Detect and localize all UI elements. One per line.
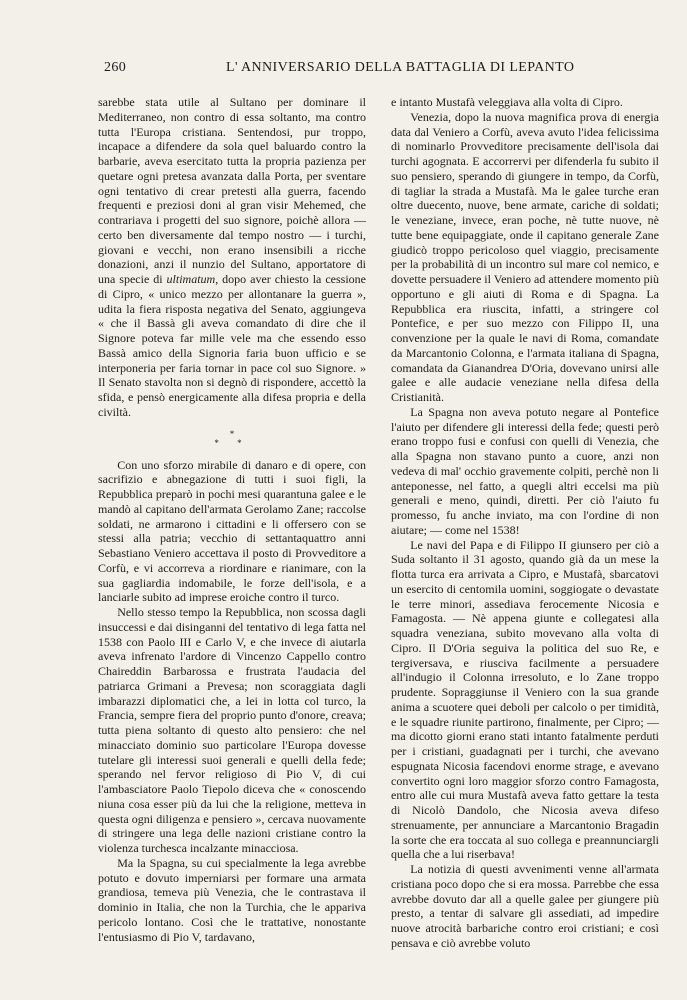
paragraph-left-1-rest: , dopo aver chiesto la cessione di Cipro, « unico mezzo per allontanare la guerra », udita la fiera risposta negativa del Senato, aggiungeva « che il Bassà gli aveva comandato di dire che il Signore poteva far mille vele ma che essendo esso Bassà amico della Signoria faria buon ufficio e se interponeria per faria tornar in pace col suo Signore. » Il Senato stavolta non si degnò di rispondere, accettò la sfida, e pensò energicamente alla difesa propria e della civiltà. [98,272,366,419]
paragraph-left-2: Con uno sforzo mirabile di danaro e di opere, con sacrifizio e abnegazione di tutti i suoi figli, la Repubblica preparò in pochi mesi quarantuna galee e le mandò al capitano dell'armata Gerolamo Zane; raccolse soldati, ne armarono i cittadini e li offersero con se stessi alla patria; vecchio di settantaquattro anni Sebastiano Veniero accettava il posto di Provveditore a Corfù, e vi accorreva a riordinare e rianimare, con la sua gagliardia indomabile, le forze dell'isola, e a lanciarle subito ad imprese eroiche contro il turco. [98,457,366,605]
paragraph-left-3: Nello stesso tempo la Repubblica, non scossa dagli insuccessi e dai disinganni del tentativo di lega fatta nel 1538 con Paolo III e Carlo V, e che invece di aiutarla aveva infrenato l'ardore di Vincenzo Cappello contro Chaireddin Barbarossa e frustrata l'audacia del patriarca Grimani a Prevesa; non scoraggiata dagli imbarazzi diplomatici che, a lei in lotta col turco, la Francia, sempre fiera del proprio punto d'onore, creava; tutta piena soltanto di questo alto pensiero: che nel minacciato dominio suo particolare l'Europa dovesse tutelare gli interessi suoi generali e quelli della fede; sperando nel fervor religioso di Pio V, di cui l'ambasciatore Paolo Tiepolo diceva che « conoscendo niuna cosa esser più da lui che la religione, metteva in questa ogni diligenza e pensiero », cercava nuovamente di stringere una lega delle nazioni cristiane contro la violenza turchesca incalzante minacciosa. [98,605,366,855]
page-header [98,60,656,82]
paragraph-left-1-text: sarebbe stata utile al Sultano per dominare il Mediterraneo, non contro di essa soltanto, ma contro tutta l'Europa cristiana. Sentendosi, pur troppo, incapace a difendere da sola quel baluardo contro la barbarie, aveva esercitato tutta la propria pazienza per quetare ogni pretesa avanzata dalla Porta, per sventare ogni tentativo di crear pretesti alla guerra, facendo frequenti e preziosi doni al gran visir Mehemed, che contrariava i progetti del suo signore, poichè allora — certo ben diversamente dal tempo nostro — i turchi, giovani e vecchi, non erano insensibili a ricche donazioni, anzi il nunzio del Sultano, apportatore di una specie di [98,95,366,286]
paragraph-right-3: La Spagna non aveva potuto negare al Pontefice l'aiuto per difendere gli interessi della fede; questi però erano troppo fusi e confusi con quelli di Venezia, che alla Spagna non stavano punto a cuore, anzi non vedeva di mal' occhio gravemente colpiti, perchè non li anteponesse, nel fatto, a quegli altri eccelsi ma più generali e meno, quindi, diretti. Per ciò l'aiuto fu promesso, fu anche inviato, ma con l'ordine di non aiutare; — come nel 1538! [391,404,659,537]
paragraph-right-4: Le navi del Papa e di Filippo II giunsero per ciò a Suda soltanto il 31 agosto, quando già da un mese la flotta turca era arrivata a Cipro, e Mustafà, sbarcatovi un esercito di centomila uomini, soggiogate o devastate le terre minori, assediava ferocemente Nicosia e Famagosta. — Nè appena giunte e collegatesi alla squadra veneziana, subito movevano alla volta di Cipro. Il D'Oria seguiva la politica del suo Re, e tergiversava, e riusciva facilmente a persuadere all'indugio il Colonna irresoluto, e lo Zane troppo prudente. Sopraggiunse il Veniero con la sua grande anima a scuotere quei deboli per calcolo o per timidità, e le squadre riunite partirono, finalmente, per Cipro; — ma dicotto giorni erano stati intanto fatalmente perduti per i cristiani, guadagnati per i turchi, che avevano espugnata Nicosia facendovi enorme strage, e avevano convertito ogni loro maggior sforzo contro Famagosta, entro alle cui mura Mustafà aveva fatto gettare la testa di Nicolò Dandolo, che Nicosia aveva difeso strenuamente, per annunciare a Marcantonio Bragadin la sorte che era toccata al suo collega e preannunciargli quella che a lui riserbava! [391,537,659,862]
paragraph-left-4: Ma la Spagna, su cui specialmente la lega avrebbe potuto e dovuto imperniarsi per formare una armata grandiosa, temeva più Venezia, che le contrastava il dominio in Italia, che non la Turchia, che le appariva pericolo lontano. Così che le trattative, nonostante l'entusiasmo di Pio V, tardavano, [98,855,366,944]
left-column [98,95,366,944]
running-title: L' ANNIVERSARIO DELLA BATTAGLIA DI LEPANTO [226,60,575,75]
right-column [391,95,659,951]
separator-star-top: * [229,428,235,439]
paragraph-left-1 [98,95,366,420]
section-separator [98,420,366,458]
italic-ultimatum: ultimatum [166,272,216,286]
paragraph-right-5: La notizia di questi avvenimenti venne all'armata cristiana poco dopo che si era mossa. Parrebbe che essa avrebbe dovuto dar all a quelle galee per giungere più presto, a tentar di salvare gli assediati, ad impedire nuove atrocità barbariche contro eroi cristiani; e così pensava e ciò avrebbe voluto [391,862,659,950]
paragraph-right-1: e intanto Mustafà veleggiava alla volta di Cipro. [391,95,623,109]
separator-stars-bottom: * * [214,437,250,448]
page-number: 260 [104,60,127,75]
paragraph-right-2: Venezia, dopo la nuova magnifica prova di energia data dal Veniero a Corfù, aveva avuto l'idea felicissima di nominarlo Provveditore precisamente dell'isola dai turchi agognata. E accorrervi per difenderla fu subito il suo pensiero, sperando di giungere in tempo, da Corfù, di tagliar la strada a Mustafà. Ma le galee turche eran oltre duecento, nuove, bene armate, cariche di soldati; le veneziane, invece, eran poche, nè tutte nuove, nè tutte bene equipaggiate, onde il capitano generale Zane giudicò troppo pericoloso quel viaggio, precisamente per la probabilità di un incontro sul mare col nemico, e dovette persuadere il Veniero ad attendere momento più opportuno e gli aiuti di Roma e di Spagna. La Repubblica era riuscita, infatti, a stringere col Pontefice, e per suo mezzo con Filippo II, una convenzione per la quale le navi di Roma, comandate da Marcantonio Colonna, e l'armata italiana di Spagna, comandata da Gianandrea D'Oria, dovevano unirsi alle galee e alle audacie veneziane nella difesa della Cristianità. [391,109,660,404]
